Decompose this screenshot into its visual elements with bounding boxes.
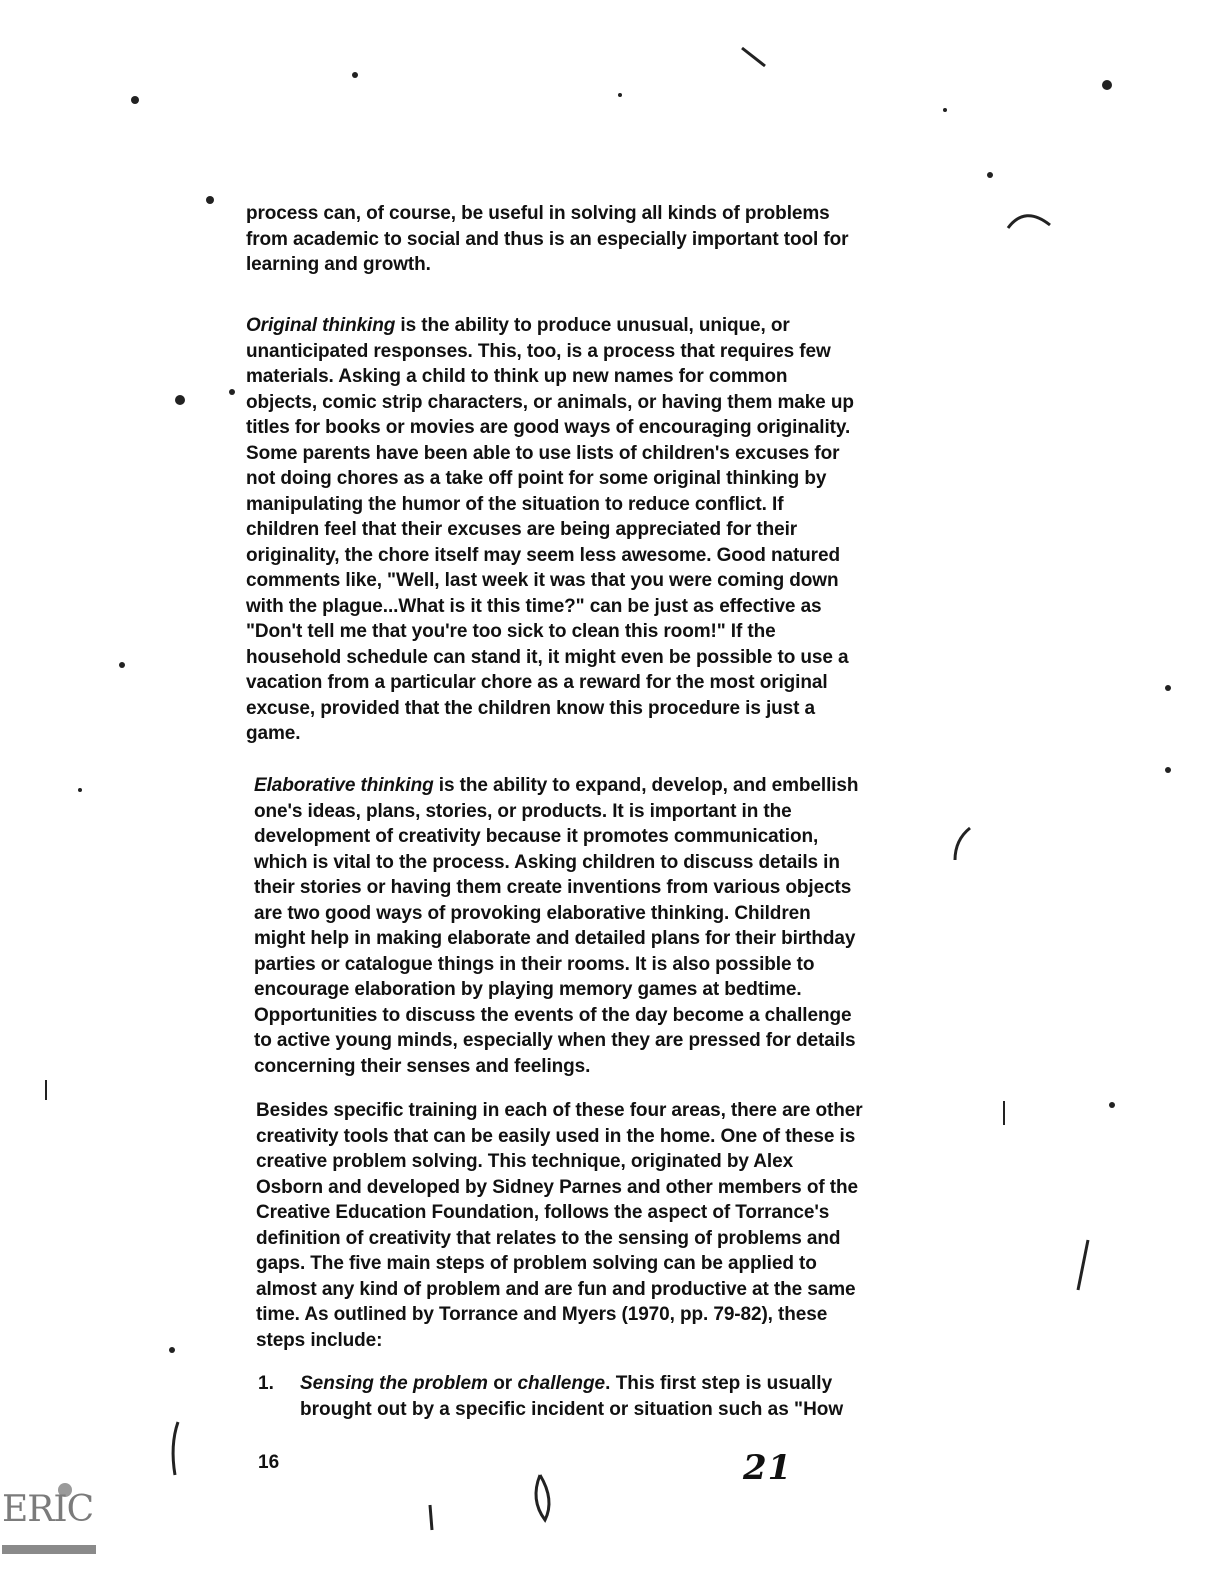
text-line: excuse, provided that the children know this procedure is just a <box>246 697 816 719</box>
paragraph-creativity-tools <box>256 1098 956 1353</box>
term-elaborative-thinking: Elaborative thinking <box>254 775 434 796</box>
text-line: Besides specific training in each of these four areas, there are other <box>256 1100 863 1121</box>
text-line: Osborn and developed by Sidney Parnes and other members of the <box>256 1176 858 1198</box>
term-sensing-problem: Sensing the problem <box>300 1373 488 1394</box>
text-fragment: is the ability to produce unusual, unique, or <box>395 315 790 336</box>
text-fragment: . This first step is usually <box>605 1373 833 1394</box>
text-line: materials. Asking a child to think up new names for common <box>246 366 788 387</box>
text-line: gaps. The five main steps of problem solving can be applied to <box>256 1253 817 1274</box>
paragraph-elaborative-thinking <box>254 773 954 1079</box>
text-line: with the plague...What is it this time?" can be just as effective as <box>246 595 822 617</box>
text-line: to active young minds, especially when they are pressed for details <box>254 1030 856 1051</box>
text-line: Opportunities to discuss the events of the day become a challenge <box>254 1004 852 1026</box>
text-line: children feel that their excuses are being appreciated for their <box>246 519 798 540</box>
list-number: 1. <box>258 1373 274 1394</box>
text-line: concerning their senses and feelings. <box>254 1055 591 1077</box>
handwritten-page-stamp: 21 <box>743 1448 793 1488</box>
text-line: learning and growth. <box>246 254 431 275</box>
text-line: time. As outlined by Torrance and Myers (1970, pp. 79-82), these <box>256 1304 828 1325</box>
text-line: Some parents have been able to use lists of children's excuses for <box>246 442 840 464</box>
text-line: might help in making elaborate and detailed plans for their birthday <box>254 928 856 949</box>
text-line: household schedule can stand it, it might even be possible to use a <box>246 646 849 668</box>
text-line: definition of creativity that relates to the sensing of problems and <box>256 1227 841 1249</box>
text-line: almost any kind of problem and are fun and productive at the same <box>256 1278 856 1300</box>
text-line: their stories or having them create inventions from various objects <box>254 877 852 898</box>
text-line <box>254 773 954 799</box>
text-line: development of creativity because it promotes communication, <box>254 826 819 847</box>
text-line: objects, comic strip characters, or animals, or having them make up <box>246 391 854 413</box>
text-line: unanticipated responses. This, too, is a process that requires few <box>246 340 831 362</box>
eric-logo <box>0 1483 98 1569</box>
text-line <box>246 313 946 339</box>
text-line: creativity tools that can be easily used in the home. One of these is <box>256 1125 856 1147</box>
text-fragment: is the ability to expand, develop, and embellish <box>433 775 859 796</box>
text-line: comments like, "Well, last week it was that you were coming down <box>246 570 839 591</box>
text-line: process can, of course, be useful in solving all kinds of problems <box>246 203 830 224</box>
paragraph-process-intro <box>246 201 946 278</box>
term-original-thinking: Original thinking <box>246 315 396 336</box>
text-line: steps include: <box>256 1329 383 1351</box>
logo-bar <box>2 1545 96 1554</box>
text-line: manipulating the humor of the situation to reduce conflict. If <box>246 493 784 515</box>
text-line: Creative Education Foundation, follows the aspect of Torrance's <box>256 1202 830 1223</box>
text-line: game. <box>246 723 301 744</box>
page-number: 16 <box>258 1452 280 1473</box>
text-line: "Don't tell me that you're too sick to clean this room!" If the <box>246 621 776 642</box>
term-challenge: challenge <box>517 1373 606 1394</box>
text-line: vacation from a particular chore as a reward for the most original <box>246 672 828 693</box>
text-fragment: or <box>487 1373 518 1394</box>
text-line <box>300 1371 843 1422</box>
text-line: which is vital to the process. Asking children to discuss details in <box>254 851 840 873</box>
text-line: originality, the chore itself may seem less awesome. Good natured <box>246 544 840 566</box>
text-line: encourage elaboration by playing memory games at bedtime. <box>254 979 802 1000</box>
text-line: from academic to social and thus is an especially important tool for <box>246 228 849 250</box>
text-line: titles for books or movies are good ways of encouraging originality. <box>246 417 851 438</box>
text-line: creative problem solving. This technique, originated by Alex <box>256 1151 794 1172</box>
text-line: one's ideas, plans, stories, or products. It is important in the <box>254 800 792 822</box>
text-line: not doing chores as a take off point for some original thinking by <box>246 468 827 489</box>
text-fragment: brought out by a specific incident or situation such as "How <box>300 1398 844 1420</box>
text-line: parties or catalogue things in their rooms. It is also possible to <box>254 953 815 975</box>
logo-wordmark: ERIC <box>2 1489 94 1530</box>
paragraph-original-thinking <box>246 313 946 747</box>
text-line: are two good ways of provoking elaborative thinking. Children <box>254 902 811 924</box>
